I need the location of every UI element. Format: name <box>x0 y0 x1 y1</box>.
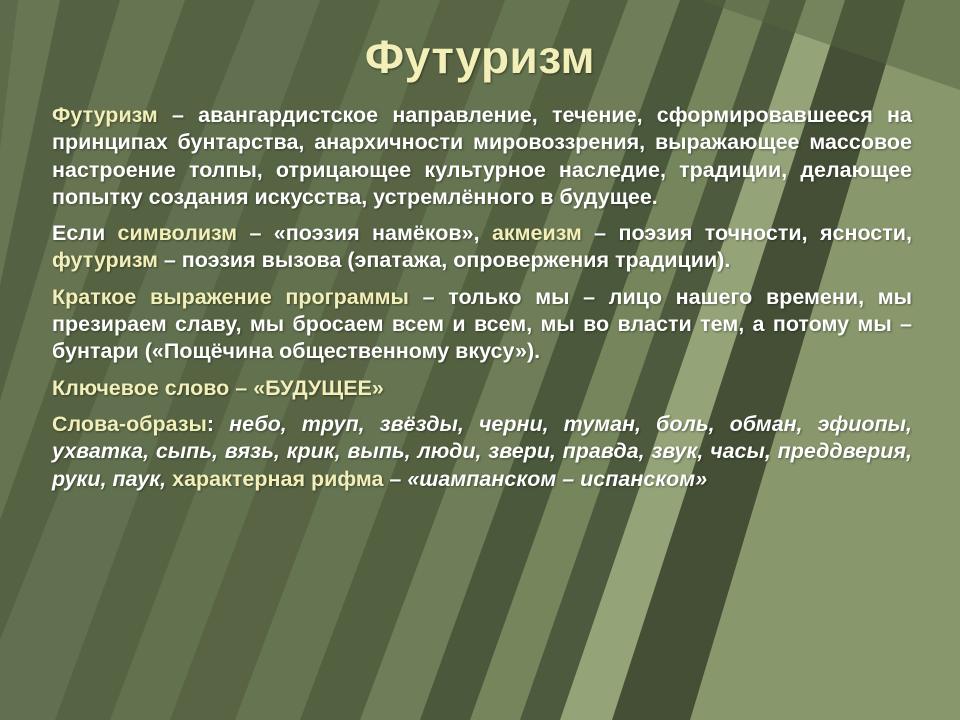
list-item-keyword <box>30 375 930 402</box>
list-item-word-images <box>30 411 930 493</box>
programme-body: – только мы – лицо нашего времени, мы презираем славу, мы бросаем всем и всем, мы во власти тем, а потому мы – бунтари («Пощёчина общественному вкусу»). <box>52 284 912 364</box>
term-futurism: футуризм <box>52 248 158 273</box>
rhyme-term: характерная рифма <box>172 466 384 491</box>
rhyme-dash: – <box>383 466 408 491</box>
bullet-definition-term: Футуризм <box>52 103 158 127</box>
list-item-definition <box>30 102 930 211</box>
term-symbolism: символизм <box>117 221 238 246</box>
word-images-colon: : <box>206 411 230 436</box>
comparison-text-1: – «поэзия намёков», <box>237 221 492 246</box>
word-images-list: небо, труп, звёзды, черни, туман, боль, обман, эфиопы, ухватка, сыпь, вязь, крик, выпь, люди, звери, правда, звук, часы, преддверия, руки, паук, <box>52 411 913 491</box>
bullet-definition-body: – авангардистское направление, течение, сформировавшееся на принципах бунтарства, анархичности мировоззрения, выражающее массовое настроение толпы, отрицающее культурное наследие, традиции, делающее попытку создания искусства, устремлённого в будущее. <box>52 103 912 209</box>
list-item-programme <box>30 284 930 366</box>
comparison-text-2: – поэзия точности, ясности, <box>581 221 912 246</box>
keyword-text: Ключевое слово – «БУДУЩЕЕ» <box>52 375 384 400</box>
comparison-lead: Если <box>52 221 118 246</box>
comparison-text-3: – поэзия вызова (эпатажа, опровержения традиции). <box>157 248 731 273</box>
rhyme-example: «шампанском – испанском» <box>407 466 708 491</box>
word-images-term: Слова-образы <box>52 411 207 436</box>
programme-term: Краткое выражение программы <box>52 284 409 309</box>
term-acmeism: акмеизм <box>491 221 582 246</box>
page-title: Футуризм <box>364 31 596 83</box>
list-item-comparison <box>30 220 930 275</box>
bullet-list <box>30 102 930 493</box>
